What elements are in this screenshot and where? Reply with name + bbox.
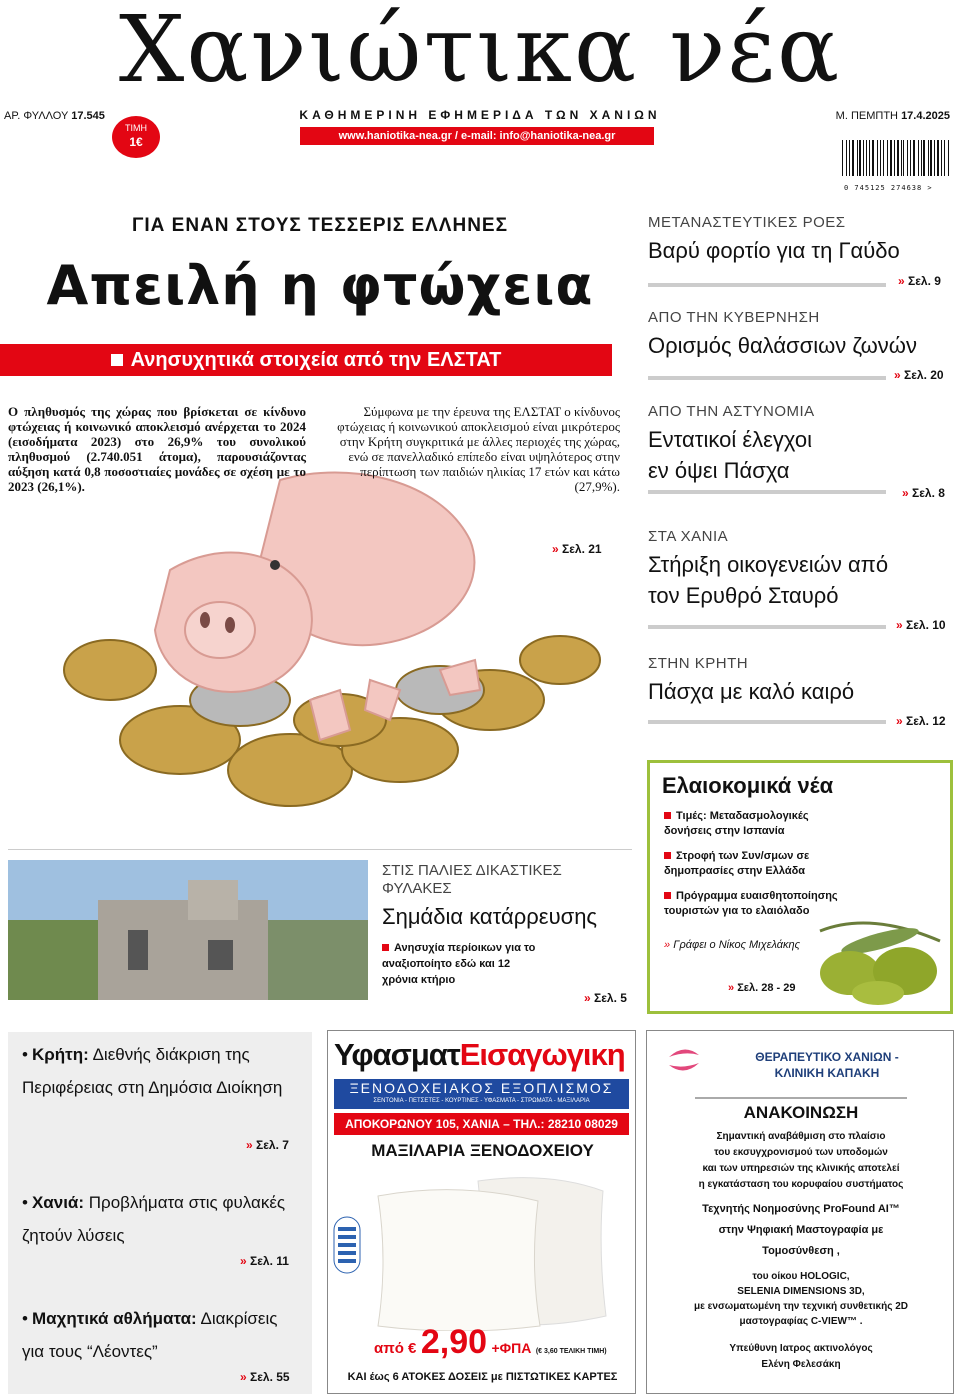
lead-subhead-bar bbox=[0, 344, 612, 376]
brief-item[interactable]: • Χανιά: Προβλήματα στις φυλακές ζητούν λύσεις bbox=[22, 1193, 286, 1245]
ad-installments: ΚΑΙ έως 6 ΑΤΟΚΕΣ ΔΟΣΕΙΣ με ΠΙΣΤΩΤΙΚΕΣ ΚΑΡΤΕΣ bbox=[347, 1371, 618, 1383]
pillows-image bbox=[348, 1171, 618, 1331]
barcode-bar bbox=[903, 140, 904, 176]
sidebar-story-3[interactable] bbox=[648, 403, 958, 486]
square-bullet-icon bbox=[664, 812, 671, 819]
divider bbox=[648, 490, 886, 494]
barcode-bar bbox=[897, 140, 898, 176]
barcode-bar bbox=[849, 140, 850, 176]
barcode bbox=[842, 140, 950, 182]
barcode-bar bbox=[934, 140, 935, 176]
story-headline: Στήριξη οικογενειών από τον Ερυθρό Σταυρό bbox=[648, 552, 889, 608]
barcode-bar bbox=[918, 140, 919, 176]
lead-text-right: Σύμφωνα με την έρευνα της ΕΛΣΤΑΤ ο κίνδυνος φτώχειας ή κοινωνικού αποκλεισμού είναι μικρότερος στην Κρήτη συγκριτικά με άλλες περιοχές της χώρας, ενώ σε πανελλαδικό επίπεδο είναι υψηλότερος στην περίπτωση των παιδιών ηλικίας 17 ετών και κάτω (27,9%). bbox=[337, 404, 620, 494]
square-bullet-icon bbox=[382, 944, 389, 951]
barcode-bar bbox=[857, 140, 858, 176]
sidebar-ref-1[interactable]: » Σελ. 9 bbox=[898, 274, 941, 288]
barcode-bar bbox=[901, 140, 902, 176]
clinic-details: του οίκου HOLOGIC, SELENIA DIMENSIONS 3D, με ενσωματωμένη την τεχνική συνθετικής 2D μαστογραφίας C-VIEW™ . bbox=[694, 1271, 908, 1327]
barcode-bar bbox=[890, 140, 892, 176]
ad-band: ΞΕΝΟΔΟΧΕΙΑΚΟΣ ΕΞΟΠΛΙΣΜΟΣ ΣΕΝΤΟΝΙΑ - ΠΕΤΣΕΤΕΣ - ΚΟΥΡΤΙΝΕΣ - ΥΦΑΣΜΑΤΑ - ΣΤΡΩΜΑΤΑ - ΜΑΞΙΛΑΡΙΑ bbox=[334, 1079, 629, 1109]
story-headline: Βαρύ φορτίο για τη Γαύδο bbox=[648, 238, 900, 263]
barcode-bar bbox=[869, 140, 870, 176]
ad-product: ΜΑΞΙΛΑΡΙΑ ΞΕΝΟΔΟΧΕΙΟΥ bbox=[371, 1141, 594, 1160]
story-headline: Εντατικοί έλεγχοι εν όψει Πάσχα bbox=[648, 427, 813, 483]
olive-item: Πρόγραμμα ευαισθητοποίησης τουριστών για το ελαιόλαδο bbox=[664, 890, 838, 917]
sidebar-ref-2[interactable]: » Σελ. 20 bbox=[894, 368, 944, 382]
clinic-signature: Υπεύθυνη Ιατρος ακτινολόγος Ελένη Φελεσάκη bbox=[729, 1343, 873, 1370]
ad-brand: ΥφασματΕισαγωγικη bbox=[334, 1037, 625, 1072]
textile-ad[interactable] bbox=[327, 1030, 636, 1394]
brief-ref[interactable]: » Σελ. 55 bbox=[240, 1370, 290, 1384]
brief-ref[interactable]: » Σελ. 11 bbox=[240, 1254, 289, 1268]
sidebar-ref-4[interactable]: » Σελ. 10 bbox=[896, 618, 946, 632]
lead-text-left: Ο πληθυσμός της χώρας που βρίσκεται σε κίνδυνο φτώχειας ή κοινωνικό αποκλεισμό ανέρχεται το 2024 (εισοδήματα 2023) στο 26,9% του συνολικού πληθυσμού (2.740.051 άτομα), παρουσιάζοντας αύξηση κατά 0,8 ποσοστιαίες μονάδες σε σχέση με το 2023 (26,1%). bbox=[8, 404, 306, 494]
divider bbox=[648, 720, 886, 724]
ad-price: από € 2,90 +ΦΠΑ (€ 3,60 ΤΕΛΙΚΗ ΤΙΜΗ) bbox=[374, 1323, 607, 1361]
price-label: ΤΙΜΗ bbox=[125, 123, 147, 133]
barcode-bar bbox=[877, 140, 878, 176]
price-value: 1€ bbox=[129, 135, 143, 149]
barcode-bar bbox=[928, 140, 929, 176]
olives-image bbox=[810, 911, 950, 1006]
barcode-bar bbox=[863, 140, 864, 176]
sidebar-ref-5[interactable]: » Σελ. 12 bbox=[896, 714, 946, 728]
newspaper-title: Χανιώτικα νέα bbox=[118, 0, 842, 103]
barcode-bar bbox=[948, 140, 949, 176]
barcode-number: 0 745125 274638 > bbox=[844, 184, 933, 192]
square-bullet-icon bbox=[111, 354, 123, 366]
price-badge bbox=[112, 116, 160, 158]
prison-photo bbox=[8, 860, 368, 1000]
prison-story[interactable] bbox=[382, 862, 628, 988]
lead-kicker: ΓΙΑ ΕΝΑΝ ΣΤΟΥΣ ΤΕΣΣΕΡΙΣ ΕΛΛΗΝΕΣ bbox=[131, 215, 508, 236]
barcode-bar bbox=[866, 140, 867, 176]
olive-ref[interactable]: » Σελ. 28 - 29 bbox=[728, 982, 796, 994]
tagline: ΚΑΘΗΜΕΡΙΝΗ ΕΦΗΜΕΡΙΔΑ ΤΩΝ ΧΑΝΙΩΝ bbox=[299, 108, 661, 122]
barcode-bar bbox=[913, 140, 915, 176]
divider bbox=[648, 283, 886, 287]
lead-subhead: Ανησυχητικά στοιχεία από την ΕΛΣΤΑΤ bbox=[130, 349, 502, 371]
square-bullet-icon bbox=[664, 892, 671, 899]
issue-date: Μ. ΠΕΜΠΤΗ 17.4.2025 bbox=[835, 110, 950, 122]
lead-headline[interactable]: Απειλή η φτώχεια bbox=[46, 254, 594, 317]
brief-item[interactable]: • Μαχητικά αθλήματα: Διακρίσεις για τους “Λέοντες” bbox=[22, 1309, 278, 1361]
story-headline: Σημάδια κατάρρευσης bbox=[382, 904, 598, 929]
contact-bar[interactable]: www.haniotika-nea.gr / e-mail: info@haniotika-nea.gr bbox=[300, 127, 654, 145]
lead-page-ref[interactable]: » Σελ. 21 bbox=[552, 542, 602, 556]
clinic-heading: ΑΝΑΚΟΙΝΩΣΗ bbox=[743, 1103, 859, 1122]
brief-ref[interactable]: » Σελ. 7 bbox=[246, 1138, 289, 1152]
olive-item: Στροφή των Συν/σμων σε δημοπρασίες στην Ελλάδα bbox=[664, 850, 810, 877]
clinic-logo-icon bbox=[665, 1045, 703, 1075]
barcode-bar bbox=[944, 140, 945, 176]
ad-address: ΑΠΟΚΟΡΩΝΟΥ 105, ΧΑΝΙΑ – ΤΗΛ.: 28210 08029 bbox=[334, 1113, 629, 1135]
barcode-bar bbox=[883, 140, 884, 176]
barcode-bar bbox=[937, 140, 939, 176]
olive-title: Ελαιοκομικά νέα bbox=[662, 773, 834, 798]
olive-news-box[interactable] bbox=[647, 760, 953, 1014]
story-kicker: ΣΤΗΝ ΚΡΗΤΗ bbox=[648, 655, 749, 672]
olive-item: Τιμές: Μεταδασμολογικές δονήσεις στην Ισπανία bbox=[664, 810, 809, 837]
story-kicker: ΜΕΤΑΝΑΣΤΕΥΤΙΚΕΣ ΡΟΕΣ bbox=[648, 214, 846, 231]
barcode-bar bbox=[872, 140, 874, 176]
sidebar-ref-3[interactable]: » Σελ. 8 bbox=[902, 486, 945, 500]
barcode-bar bbox=[941, 140, 942, 176]
barcode-bar bbox=[846, 140, 847, 176]
barcode-bar bbox=[930, 140, 931, 176]
divider bbox=[695, 1097, 907, 1099]
brief-item[interactable]: • Κρήτη: Διεθνής διάκριση της Περιφέρειας στη Δημόσια Διοίκηση bbox=[22, 1045, 283, 1097]
briefs-panel bbox=[8, 1032, 312, 1394]
divider bbox=[648, 625, 886, 629]
prison-ref[interactable]: » Σελ. 5 bbox=[584, 991, 627, 1005]
square-bullet-icon bbox=[664, 852, 671, 859]
barcode-bar bbox=[880, 140, 881, 176]
story-kicker: ΑΠΟ ΤΗΝ ΑΣΤΥΝΟΜΙΑ bbox=[648, 403, 815, 420]
divider bbox=[648, 376, 886, 380]
clinic-ad[interactable] bbox=[646, 1030, 954, 1394]
barcode-bar bbox=[859, 140, 860, 176]
story-kicker: ΑΠΟ ΤΗΝ ΚΥΒΕΡΝΗΣΗ bbox=[648, 309, 820, 326]
sidebar-story-4[interactable] bbox=[648, 528, 958, 611]
barcode-bar bbox=[923, 140, 924, 176]
story-bullet: Ανησυχία περίοικων για το αναξιοποίητο εδώ και 12 χρόνια κτήριο bbox=[382, 942, 536, 986]
barcode-bar bbox=[852, 140, 854, 176]
barcode-bar bbox=[907, 140, 908, 176]
story-kicker: ΣΤΑ ΧΑΝΙΑ bbox=[648, 528, 729, 545]
barcode-bar bbox=[910, 140, 911, 176]
barcode-bar bbox=[842, 140, 843, 176]
barcode-bar bbox=[894, 140, 895, 176]
issue-number: ΑΡ. ΦΥΛΛΟΥ 17.545 bbox=[4, 110, 105, 122]
greek-flag-icon bbox=[332, 1207, 362, 1287]
sidebar-story-2[interactable] bbox=[648, 309, 958, 361]
sidebar-story-1[interactable] bbox=[648, 214, 958, 266]
barcode-bar bbox=[921, 140, 922, 176]
clinic-text: Σημαντική αναβάθμιση στο πλαίσιο του εκσυγχρονισμού των υποδομών και των υπηρεσιών της κλινικής αποτελεί η εγκατάσταση του κορυφαίου συστήματος bbox=[698, 1131, 904, 1190]
clinic-name: ΘΕΡΑΠΕΥΤΙΚΟ ΧΑΝΙΩΝ - ΚΛΙΝΙΚΗ ΚΑΠΑΚΗ bbox=[755, 1050, 899, 1080]
story-headline: Πάσχα με καλό καιρό bbox=[648, 679, 855, 704]
piggy-bank-image bbox=[20, 440, 620, 840]
barcode-bar bbox=[887, 140, 888, 176]
olive-author: » Γράφει ο Νίκος Μιχελάκης bbox=[664, 939, 800, 951]
story-headline: Ορισμός θαλάσσιων ζωνών bbox=[648, 333, 917, 358]
story-kicker: ΣΤΙΣ ΠΑΛΙΕΣ ΔΙΚΑΣΤΙΚΕΣ ΦΥΛΑΚΕΣ bbox=[382, 862, 562, 897]
sidebar-story-5[interactable] bbox=[648, 655, 958, 707]
clinic-highlight: Τεχνητής Νοημοσύνης ProFound AI™ στην Ψηφιακή Μαστογραφία με Τομοσύνθεση , bbox=[702, 1203, 900, 1257]
divider bbox=[8, 849, 632, 850]
